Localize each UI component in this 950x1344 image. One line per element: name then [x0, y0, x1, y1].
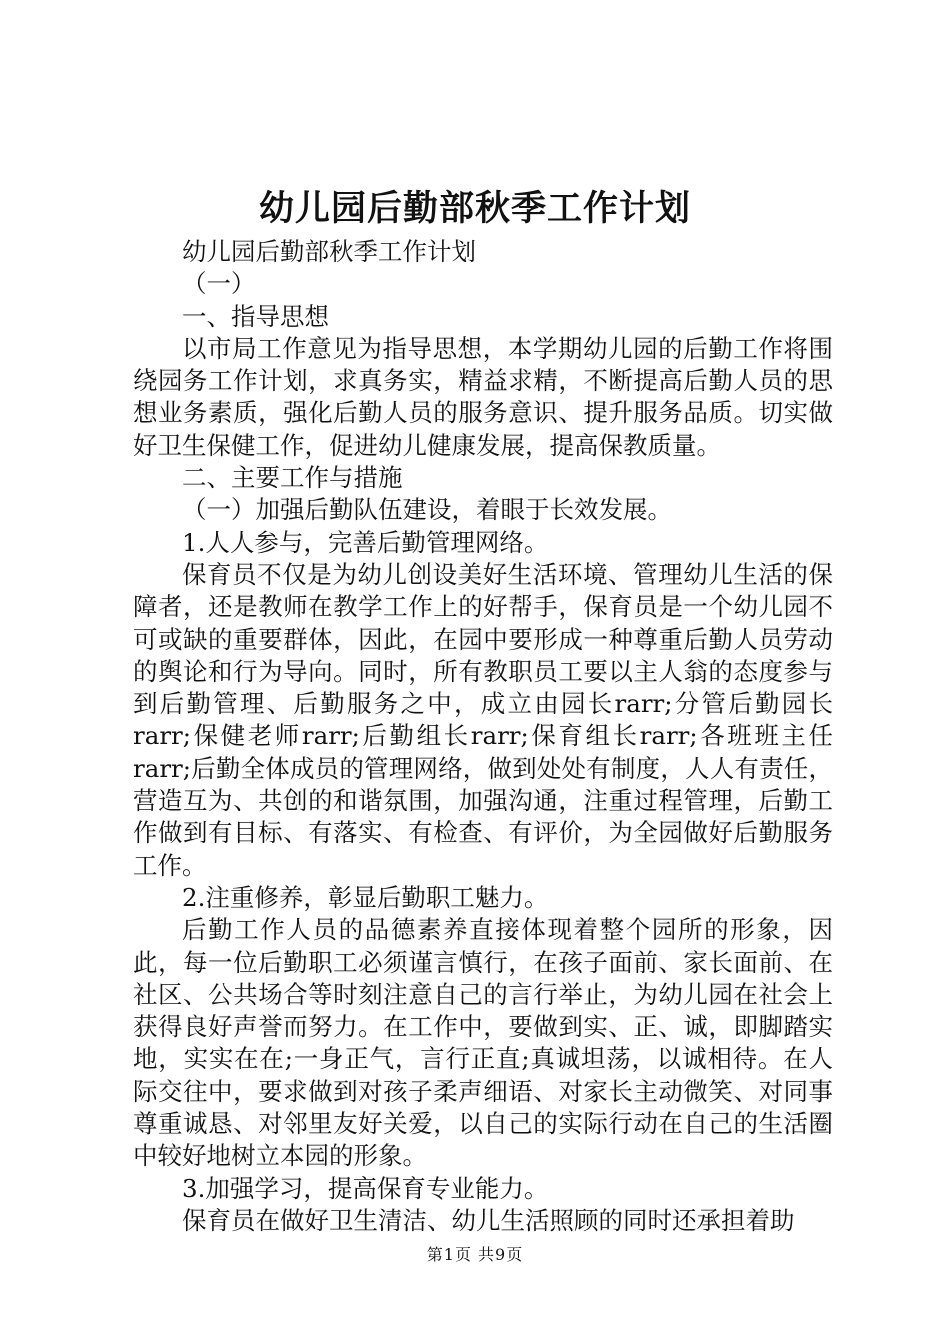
paragraph-part-number: （一）	[182, 269, 256, 299]
paragraph-guiding-ideology: 以市局工作意见为指导思想，本学期幼儿园的后勤工作将围绕园务工作计划，求真务实，精益求精，不断提高后勤人员的思想业务素质，强化后勤人员的服务意识、提升服务品质。切实做好卫生保健工作，促进幼儿健康发展，提高保教质量。	[133, 333, 833, 460]
item-heading-1: 1.人人参与，完善后勤管理网络。	[182, 527, 549, 557]
item-heading-3: 3.加强学习，提高保育专业能力。	[182, 1173, 549, 1203]
paragraph-subtitle: 幼儿园后勤部秋季工作计划	[182, 237, 476, 266]
paragraph-item-2: 后勤工作人员的品德素养直接体现着整个园所的形象，因此，每一位后勤职工必须谨言慎行，在孩子面前、家长面前、在社区、公共场合等时刻注意自己的言行举止，为幼儿园在社会上获得良好声誉而努力。在工作中，要做到实、正、诚，即脚踏实地，实实在在;一身正气，言行正直;真诚坦荡，以诚相待。在人际交往中，要求做到对孩子柔声细语、对家长主动微笑、对同事尊重诚恳、对邻里友好关爱，以自己的实际行动在自己的生活圈中较好地树立本园的形象。	[133, 915, 833, 1171]
section-heading-guiding-ideology: 一、指导思想	[182, 301, 329, 331]
item-heading-2: 2.注重修养，彰显后勤职工魅力。	[182, 882, 549, 912]
paragraph-item-3: 保育员在做好卫生清洁、幼儿生活照顾的同时还承担着助	[182, 1205, 795, 1235]
document-title: 幼儿园后勤部秋季工作计划	[258, 188, 691, 229]
page-footer: 第1页 共9页	[426, 1245, 524, 1264]
paragraph-item-1: 保育员不仅是为幼儿创设美好生活环境、管理幼儿生活的保障者，还是教师在教学工作上的好帮手，保育员是一个幼儿园不可或缺的重要群体，因此，在园中要形成一种尊重后勤人员劳动的舆论和行为导向。同时，所有教职员工要以主人翁的态度参与到后勤管理、后勤服务之中，成立由园长rarr;分管后勤园长rarr;保健老师rarr;后勤组长rarr;保育组长rarr;各班班主任rarr;后勤全体成员的管理网络，做到处处有制度，人人有责任，营造互为、共创的和谐氛围，加强沟通，注重过程管理，后勤工作做到有目标、有落实、有检查、有评价，为全园做好后勤服务工作。	[133, 559, 833, 880]
section-heading-main-work: 二、主要工作与措施	[182, 463, 403, 493]
subsection-heading-team-building: （一）加强后勤队伍建设，着眼于长效发展。	[182, 495, 672, 525]
document-body	[133, 236, 833, 1237]
